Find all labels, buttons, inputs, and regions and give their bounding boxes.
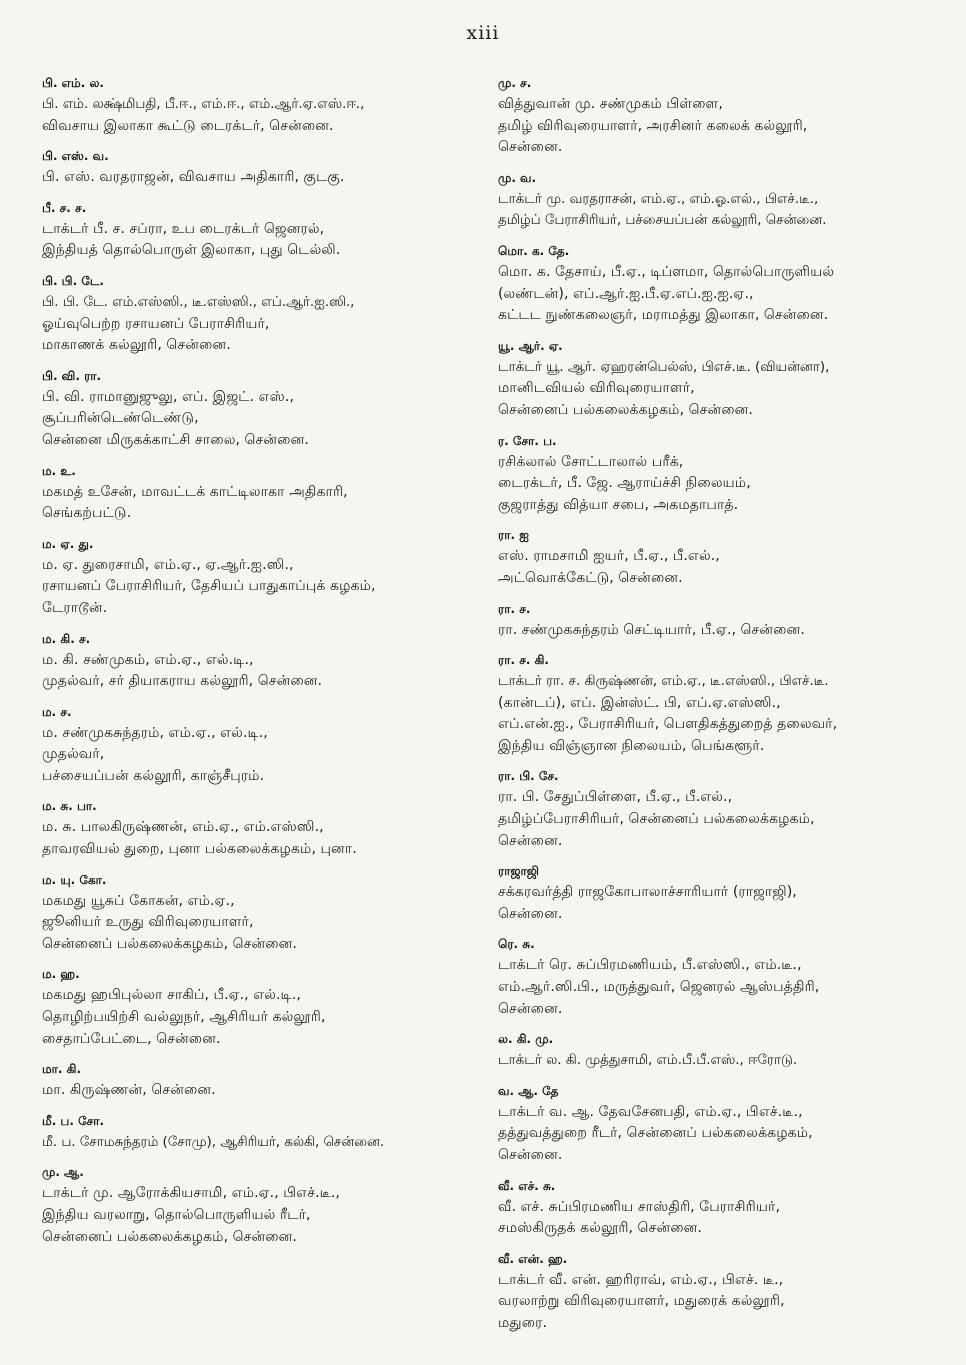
contributor-detail-line: சென்னைப் பல்கலைக்கழகம், சென்னை. bbox=[42, 1228, 297, 1245]
contributor-detail-line: மானிடவியல் விரிவுரையாளர், bbox=[498, 380, 695, 397]
contributor-entry bbox=[42, 535, 482, 620]
contributor-entry bbox=[498, 1082, 938, 1167]
contributor-abbreviation: மு. வ. bbox=[498, 170, 537, 185]
right-column bbox=[498, 74, 938, 1345]
contributor-detail-line: முதல்வர், சர் தியாகராய கல்லூரி, சென்னை. bbox=[42, 673, 323, 690]
contributor-detail-line: டாக்டர் மு. ஆரோக்கியசாமி, எம்.ஏ., பிஎச்.டீ., bbox=[42, 1185, 340, 1202]
contributor-entry bbox=[498, 862, 938, 925]
contributor-entry bbox=[42, 272, 482, 357]
contributor-detail-line: ரசிக்லால் சோட்டாலால் பரீக், bbox=[498, 453, 684, 470]
contributor-detail-line: சென்னைப் பல்கலைக்கழகம், சென்னை. bbox=[42, 935, 297, 952]
contributor-abbreviation: ம. யு. கோ. bbox=[42, 872, 107, 887]
contributor-detail-line: டாக்டர் ரா. ச. கிருஷ்ணன், எம்.ஏ., டீ.எஸ்ஸி., பிஎச்.டீ. bbox=[498, 674, 829, 690]
contributor-entry bbox=[42, 797, 482, 860]
contributor-detail-line: வரலாற்று விரிவுரையாளர், மதுரைக் கல்லூரி, bbox=[498, 1293, 785, 1310]
contributor-detail-line: தொழிற்பயிற்சி வல்லுநர், ஆசிரியர் கல்லூரி, bbox=[42, 1009, 326, 1026]
contributor-detail-line: ரா. பி. சேதுப்பிள்ளை, பீ.ஏ., பீ.எல்., bbox=[498, 789, 733, 806]
contributor-detail-line: சென்னை. bbox=[498, 1147, 563, 1163]
contributor-entry bbox=[498, 1177, 938, 1240]
left-column bbox=[42, 74, 482, 1258]
contributor-entry bbox=[42, 1112, 482, 1154]
contributor-abbreviation: மொ. க. தே. bbox=[498, 243, 570, 258]
contributor-detail-line: மொ. க. தேசாய், பீ.ஏ., டிப்ளமா, தொல்பொருளியல் bbox=[498, 263, 835, 280]
contributor-detail-line: சூப்பரின்டெண்டெண்டு, bbox=[42, 410, 199, 427]
contributor-detail-line: விவசாய இலாகா கூட்டு டைரக்டர், சென்னை. bbox=[42, 117, 334, 134]
contributor-abbreviation: ம. சு. பா. bbox=[42, 799, 97, 814]
contributor-entry bbox=[498, 651, 938, 757]
contributor-abbreviation: ர. சோ. ப. bbox=[498, 433, 557, 448]
contributor-detail-line: மகமது யூசுப் கோகன், எம்.ஏ., bbox=[42, 892, 235, 909]
contributor-abbreviation: பி. எஸ். வ. bbox=[42, 149, 109, 164]
contributor-entry bbox=[498, 526, 938, 589]
contributor-detail-line: தமிழ்ப்பேராசிரியர், சென்னைப் பல்கலைக்கழகம், bbox=[498, 811, 815, 828]
contributor-detail-line: டாக்டர் மு. வரதராசன், எம்.ஏ., எம்.ஓ.எல்., பிஎச்.டீ., bbox=[498, 191, 819, 207]
contributor-detail-line: எப்.என்.ஐ., பேராசிரியர், பௌதிகத்துறைத் தலைவர், bbox=[498, 716, 838, 733]
contributor-detail-line: மகமத் உசேன், மாவட்டக் காட்டிலாகா அதிகாரி, bbox=[42, 483, 348, 500]
contributor-detail-line: அட்வொக்கேட்டு, சென்னை. bbox=[498, 569, 683, 586]
contributor-entry bbox=[498, 74, 938, 159]
contributor-abbreviation: பி. வி. ரா. bbox=[42, 368, 102, 383]
contributor-detail-line: எஸ். ராமசாமி ஐயர், பீ.ஏ., பீ.எல்., bbox=[498, 548, 720, 565]
contributor-detail-line: டாக்டர் வ. ஆ. தேவசேனபதி, எம்.ஏ., பிஎச்.டீ., bbox=[498, 1103, 803, 1120]
contributor-detail-line: டாக்டர் வீ. என். ஹரிராவ், எம்.ஏ., பிஎச். டீ., bbox=[498, 1271, 784, 1288]
contributor-detail-line: பி. எஸ். வரதராஜன், விவசாய அதிகாரி, குடகு. bbox=[42, 169, 345, 186]
contributor-detail-line: டேராடூன். bbox=[42, 599, 108, 616]
contributor-detail-line: மகமது ஹபிபுல்லா சாகிப், பீ.ஏ., எல்.டி., bbox=[42, 987, 301, 1004]
contributor-detail-line: மதுரை. bbox=[498, 1314, 547, 1331]
contributor-abbreviation: ம. உ. bbox=[42, 463, 76, 478]
contributor-detail-line: இந்திய விஞ்ஞான நிலையம், பெங்களூர். bbox=[498, 737, 765, 754]
contributor-detail-line: ஜூனியர் உருது விரிவுரையாளர், bbox=[42, 914, 254, 931]
contributor-detail-line: (கான்டப்), எப். இன்ஸ்ட். பி, எப்.ஏ.எஸ்ஸி., bbox=[498, 694, 781, 711]
contributor-entry bbox=[42, 871, 482, 956]
contributor-entry bbox=[498, 337, 938, 422]
contributor-detail-line: பி. வி. ராமானுஜுலு, எப். இஜட். எஸ்., bbox=[42, 388, 294, 405]
contributor-entry bbox=[498, 169, 938, 232]
contributor-detail-line: ஓய்வுபெற்ற ரசாயனப் பேராசிரியர், bbox=[42, 315, 270, 332]
contributor-detail-line: பி. பி. டே. எம்.எஸ்ஸி., டீ.எஸ்ஸி., எப்.ஆர்.ஐ.ஸி., bbox=[42, 294, 355, 310]
contributor-detail-line: சென்னை. bbox=[498, 905, 563, 922]
contributor-detail-line: முதல்வர், bbox=[42, 746, 105, 763]
contributor-detail-line: (லண்டன்), எப்.ஆர்.ஐ.பீ.ஏ.எப்.ஐ.ஐ.ஏ., bbox=[498, 285, 754, 302]
contributor-abbreviation: ரா. ஐ bbox=[498, 528, 529, 543]
contributor-abbreviation: பி. பி. டே. bbox=[42, 273, 104, 288]
contributor-detail-line: இந்தியத் தொல்பொருள் இலாகா, புது டெல்லி. bbox=[42, 242, 341, 259]
contributor-detail-line: டாக்டர் பீ. ச. சப்ரா, உப டைரக்டர் ஜெனரல், bbox=[42, 220, 325, 237]
contributor-abbreviation: பீ. ச. ச. bbox=[42, 200, 87, 215]
contributor-abbreviation: மு. ச. bbox=[498, 76, 532, 90]
contributor-entry bbox=[498, 935, 938, 1020]
contributor-detail-line: ரசாயனப் பேராசிரியர், தேசியப் பாதுகாப்புக் கழகம், bbox=[42, 578, 376, 595]
contributor-abbreviation: வ. ஆ. தே bbox=[498, 1083, 559, 1098]
contributor-abbreviation: ம. ஹ. bbox=[42, 967, 80, 982]
contributor-detail-line: மீ. ப. சோமசுந்தரம் (சோமு), ஆசிரியர், கல்கி, சென்னை. bbox=[42, 1134, 385, 1150]
contributor-detail-line: டாக்டர் யூ. ஆர். ஏஹரன்பெல்ஸ், பிஎச்.டீ. (வியன்னா), bbox=[498, 359, 830, 375]
contributor-detail-line: பச்சையப்பன் கல்லூரி, காஞ்சீபுரம். bbox=[42, 767, 265, 784]
contributor-detail-line: வீ. எச். சுப்பிரமணிய சாஸ்திரி, பேராசிரியர், bbox=[498, 1198, 780, 1215]
contributor-detail-line: தமிழ்ப் பேராசிரியர், பச்சையப்பன் கல்லூரி, சென்னை. bbox=[498, 213, 827, 229]
contributor-abbreviation: வீ. எச். சு. bbox=[498, 1178, 556, 1193]
contributor-abbreviation: ரா. ச. கி. bbox=[498, 653, 549, 668]
contributor-entry bbox=[498, 1250, 938, 1335]
contributor-entry bbox=[498, 600, 938, 642]
contributor-abbreviation: வீ. என். ஹ. bbox=[498, 1251, 568, 1266]
contributor-detail-line: ம. ஏ. துரைசாமி, எம்.ஏ., ஏ.ஆர்.ஐ.ஸி., bbox=[42, 556, 294, 573]
contributor-detail-line: சென்னை. bbox=[498, 1000, 563, 1017]
contributor-entry bbox=[498, 1030, 938, 1072]
contributor-detail-line: பி. எம். லக்ஷ்மிபதி, பீ.ஈ., எம்.ஈ., எம்.ஆர்.ஏ.எஸ்.ஈ., bbox=[42, 97, 365, 112]
contributor-detail-line: மா. கிருஷ்ணன், சென்னை. bbox=[42, 1082, 216, 1099]
contributor-detail-line: சென்னை. bbox=[498, 139, 563, 156]
contributor-detail-line: தத்துவத்துறை ரீடர், சென்னைப் பல்கலைக்கழகம், bbox=[498, 1125, 813, 1142]
contributor-entry bbox=[42, 965, 482, 1050]
contributor-detail-line: இந்திய வரலாறு, தொல்பொருளியல் ரீடர், bbox=[42, 1207, 311, 1223]
contributor-entry bbox=[42, 703, 482, 788]
page-number: xiii bbox=[466, 22, 500, 44]
contributor-abbreviation: ரா. ச. bbox=[498, 601, 531, 616]
contributor-abbreviation: ராஜாஜி bbox=[498, 864, 539, 879]
contributor-entry bbox=[498, 242, 938, 327]
contributor-detail-line: குஜராத்து வித்யா சபை, அகமதாபாத். bbox=[498, 496, 739, 513]
contributor-detail-line: சென்னை. bbox=[498, 832, 563, 849]
contributor-detail-line: ம. சு. பாலகிருஷ்ணன், எம்.ஏ., எம்.எஸ்ஸி., bbox=[42, 819, 324, 836]
contributor-entry bbox=[42, 1163, 482, 1248]
contributor-detail-line: டைரக்டர், பீ. ஜே. ஆராய்ச்சி நிலையம், bbox=[498, 475, 751, 492]
contributor-detail-line: மாகாணக் கல்லூரி, சென்னை. bbox=[42, 337, 231, 354]
contributor-entry bbox=[42, 462, 482, 525]
contributor-entry bbox=[42, 147, 482, 189]
contributor-abbreviation: யூ. ஆர். ஏ. bbox=[498, 338, 563, 353]
contributor-detail-line: கட்டட நுண்கலைஞர், மராமத்து இலாகா, சென்னை. bbox=[498, 307, 829, 324]
contributor-abbreviation: ம. ஏ. து. bbox=[42, 536, 94, 551]
contributor-abbreviation: மீ. ப. சோ. bbox=[42, 1113, 105, 1128]
contributor-abbreviation: ரா. பி. சே. bbox=[498, 769, 559, 784]
contributor-detail-line: சக்கரவர்த்தி ராஜகோபாலாச்சாரியார் (ராஜாஜி), bbox=[498, 884, 797, 901]
contributor-abbreviation: ல. கி. மு. bbox=[498, 1032, 554, 1047]
contributor-abbreviation: மு. ஆ. bbox=[42, 1165, 84, 1180]
contributor-abbreviation: பி. எம். ல. bbox=[42, 76, 104, 90]
contributor-entry bbox=[42, 367, 482, 452]
contributor-entry bbox=[498, 432, 938, 517]
contributor-abbreviation: மா. கி. bbox=[42, 1062, 82, 1077]
contributor-entry bbox=[42, 1060, 482, 1102]
contributor-entry bbox=[42, 74, 482, 137]
contributor-detail-line: ம. கி. சண்முகம், எம்.ஏ., எல்.டி., bbox=[42, 651, 254, 668]
contributor-detail-line: டாக்டர் ல. கி. முத்துசாமி, எம்.பீ.பீ.எஸ்., ஈரோடு. bbox=[498, 1053, 798, 1069]
contributor-entry bbox=[42, 199, 482, 262]
contributor-entry bbox=[42, 630, 482, 693]
contributor-detail-line: ம. சண்முகசுந்தரம், எம்.ஏ., எல்.டி., bbox=[42, 724, 268, 741]
contributor-detail-line: தாவரவியல் துறை, புனா பல்கலைக்கழகம், புனா. bbox=[42, 841, 357, 858]
contributor-detail-line: சென்னை மிருகக்காட்சி சாலை, சென்னை. bbox=[42, 431, 309, 448]
contributor-detail-line: செங்கற்பட்டு. bbox=[42, 505, 132, 522]
contributor-abbreviation: ரெ. சு. bbox=[498, 937, 535, 952]
contributor-detail-line: வித்துவான் மு. சண்முகம் பிள்ளை, bbox=[498, 96, 723, 112]
contributor-detail-line: டாக்டர் ரெ. சுப்பிரமணியம், பீ.எஸ்ஸி., எம்.டீ., bbox=[498, 957, 802, 974]
contributor-detail-line: தமிழ் விரிவுரையாளர், அரசினர் கலைக் கல்லூரி, bbox=[498, 117, 808, 134]
contributor-detail-line: சமஸ்கிருதக் கல்லூரி, சென்னை. bbox=[498, 1220, 702, 1237]
contributor-detail-line: எம்.ஆர்.ஸி.பி., மருத்துவர், ஜெனரல் ஆஸ்பத்திரி, bbox=[498, 979, 820, 996]
contributor-abbreviation: ம. கி. ச. bbox=[42, 631, 91, 646]
contributor-detail-line: ரா. சண்முகசுந்தரம் செட்டியார், பீ.ஏ., சென்னை. bbox=[498, 621, 805, 638]
contributor-abbreviation: ம. ச. bbox=[42, 704, 72, 719]
contributor-detail-line: சைதாப்பேட்டை, சென்னை. bbox=[42, 1030, 221, 1047]
contributor-entry bbox=[498, 767, 938, 852]
contributor-detail-line: சென்னைப் பல்கலைக்கழகம், சென்னை. bbox=[498, 401, 753, 418]
